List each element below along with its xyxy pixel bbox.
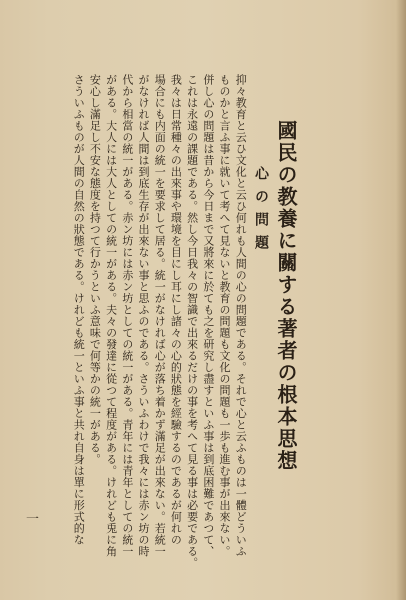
- page-edge-shadow: [396, 0, 406, 600]
- page-title: 國民の教養に關する著者の根本思想: [274, 120, 298, 472]
- section-heading: 心の問題: [253, 166, 269, 258]
- page-number: 一: [26, 512, 40, 527]
- body-text: 抑々教育と云ひ文化と云ひ何れも人間の心の問題である。それで心と云ふものは一體どういふ ものかと言ふ事に就いて考へて見ないと教育の問題も文化の問題も一歩も進む事が出來ない。 併し心の問題は昔から今日まで又將來に於ても之を研究し盡すといふ事は到底困難であつて、 これは永遠の課題である。然し今日我々の智識で出來るだけの事を考へて見る事は必要である。 我々は日常種々の出來事や環境を目にし耳にし諸々の心的狀態を經驗するのであるが何れの 場合にも内面の統一を要求して居る。統一がなければ心が落ち着かず滿足が出來ない。若統一 がなければ人間は到底生存が出來ない事と思ふのである。さういふわけで我々には赤ン坊の時 代から相當の統一がある。赤ン坊には赤ン坊としての統一がある。青年には青年としての統一 がある。大人には大人としての統一がある。夫々の發達に從つて程度がある。けれども兎に角 安心し滿足し不安な態度を持つて行かうといふ意味で何等かの統一がある。 さういふものが人間の自然の狀態である。けれども統一といふ事と共れ自身は單に形式的な: [72, 74, 248, 569]
